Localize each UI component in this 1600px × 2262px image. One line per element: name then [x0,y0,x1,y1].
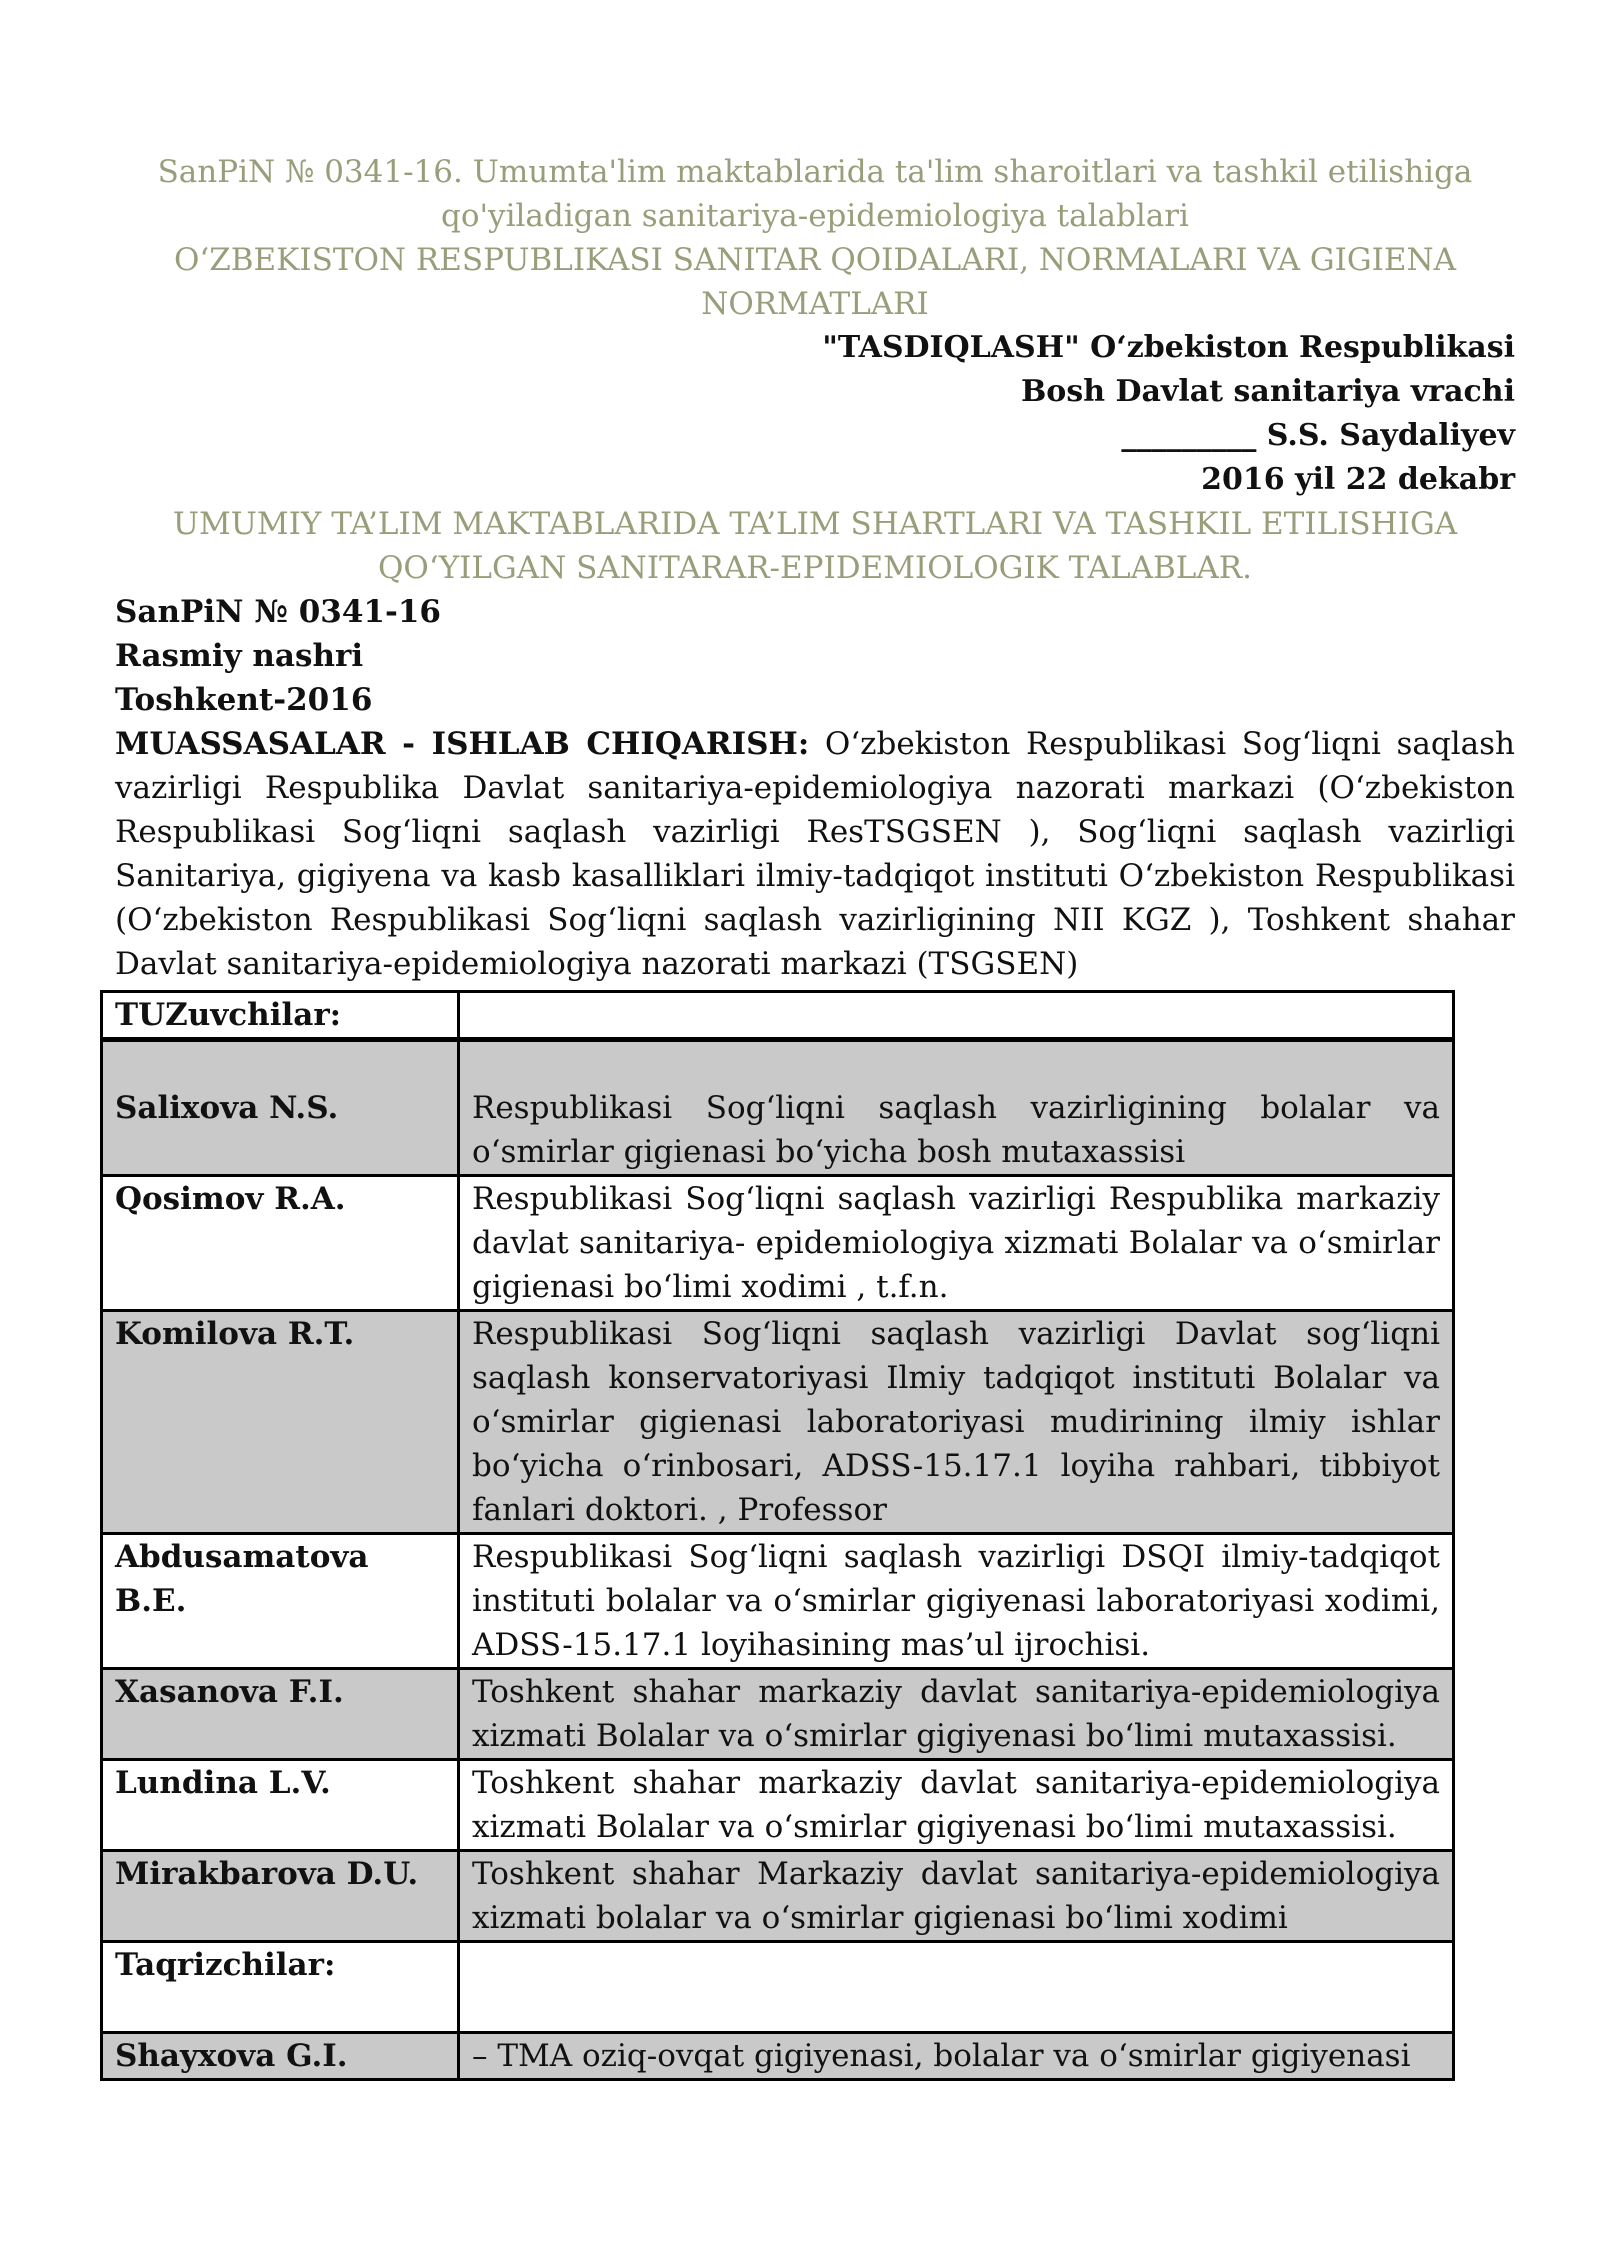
table-row [102,1851,1454,1942]
document-place-year: Toshkent-2016 [115,682,373,718]
contributor-role: Respublikasi Sog‘liqni saqlash vazirligi DSQI ilmiy-tadqiqot instituti bolalar va o‘smirlar gigiyenasi laboratoriyasi xodimi, ADSS-15.17.1 loyihasining mas’ul ijrochisi. [459,1534,1454,1669]
approval-date: 2016 yil 22 dekabr [1201,462,1515,497]
approval-signature-line: _________ S.S. Saydaliyev [1121,418,1515,453]
contributor-name: Qosimov R.A. [102,1176,459,1311]
reviewer-name: Shayxova G.I. [102,2033,459,2080]
contributor-role: Respublikasi Sog‘liqni saqlash vazirligining bolalar va o‘smirlar gigienasi bo‘yicha bosh mutaxassisi [459,1040,1454,1176]
contributor-name: Abdusamatova B.E. [102,1534,459,1669]
document-edition: Rasmiy nashri [115,638,364,674]
title-line-4: NORMATLARI [701,286,929,322]
subtitle-line-1: UMUMIY TA’LIM MAKTABLARIDA TA’LIM SHARTLARI VA TASHKIL ETILISHIGA [172,506,1458,542]
contributor-role: Toshkent shahar markaziy davlat sanitariya-epidemiologiya xizmati Bolalar va o‘smirlar gigiyenasi bo‘limi mutaxassisi. [459,1760,1454,1851]
contributor-role: Toshkent shahar Markaziy davlat sanitariya-epidemiologiya xizmati bolalar va o‘smirlar gigienasi bo‘limi xodimi [459,1851,1454,1942]
table-row [102,1311,1454,1534]
subtitle-line-2: QO‘YILGAN SANITARAR-EPIDEMIOLOGIK TALABLAR. [378,550,1252,586]
approval-block [115,326,1515,502]
contributor-name: Salixova N.S. [102,1040,459,1176]
table-row [102,1669,1454,1760]
contributor-name: Lundina L.V. [102,1760,459,1851]
reviewer-role: – TMA oziq-ovqat gigiyenasi, bolalar va o‘smirlar gigiyenasi [459,2033,1454,2080]
compilers-label: TUZuvchilar: [102,992,459,1040]
contributor-name: Mirakbarova D.U. [102,1851,459,1942]
title-line-2: qo'yiladigan sanitariya-epidemiologiya talablari [441,198,1189,234]
table-row [102,1534,1454,1669]
compilers-label-empty-cell [459,992,1454,1040]
title-line-3: O‘ZBEKISTON RESPUBLIKASI SANITAR QOIDALARI, NORMALARI VA GIGIENA [173,242,1457,278]
title-line-1: SanPiN № 0341-16. Umumta'lim maktablarida ta'lim sharoitlari va tashkil etilishiga [157,154,1473,190]
contributor-role: Respublikasi Sog‘liqni saqlash vazirligi Davlat sog‘liqni saqlash konservatoriyasi Ilmiy tadqiqot instituti Bolalar va o‘smirlar gigienasi laboratoriyasi mudirining ilmiy ishlar bo‘yicha o‘rinbosari, ADSS-15.17.1 loyiha rahbari, tibbiyot fanlari doktori. , Professor [459,1311,1454,1534]
approval-line-1: "TASDIQLASH" O‘zbekiston Respublikasi [822,330,1515,365]
contributors-table [100,990,1455,2081]
document-subtitle [115,502,1515,590]
document-page [115,150,1515,986]
table-header-row [102,992,1454,1040]
approval-line-2: Bosh Davlat sanitariya vrachi [1020,374,1515,409]
institutions-paragraph [115,722,1515,986]
table-row [102,1040,1454,1176]
table-row [102,1760,1454,1851]
table-row [102,2033,1454,2080]
contributor-name: Komilova R.T. [102,1311,459,1534]
document-title [115,150,1515,326]
institutions-text: O‘zbekiston Respublikasi Sog‘liqni saqlash vazirligi Respublika Davlat sanitariya-epidemiologiya nazorati markazi (O‘zbekiston Respublikasi Sog‘liqni saqlash vazirligi ResTSGSEN ), Sog‘liqni saqlash vazirligi Sanitariya, gigiyena va kasb kasalliklari ilmiy-tadqiqot instituti O‘zbekiston Respublikasi (O‘zbekiston Respublikasi Sog‘liqni saqlash vazirligining NII KGZ ), Toshkent shahar Davlat sanitariya-epidemiologiya nazorati markazi (TSGSEN) [115,726,1515,982]
reviewers-label: Taqrizchilar: [102,1942,459,2033]
table-row [102,1176,1454,1311]
contributor-role: Toshkent shahar markaziy davlat sanitariya-epidemiologiya xizmati Bolalar va o‘smirlar gigiyenasi bo‘limi mutaxassisi. [459,1669,1454,1760]
document-code: SanPiN № 0341-16 [115,594,441,630]
document-meta [115,590,1515,722]
contributor-role: Respublikasi Sog‘liqni saqlash vazirligi Respublika markaziy davlat sanitariya- epidemiologiya xizmati Bolalar va o‘smirlar gigienasi bo‘limi xodimi , t.f.n. [459,1176,1454,1311]
reviewers-label-empty-cell [459,1942,1454,2033]
institutions-label: MUASSASALAR - ISHLAB CHIQARISH: [115,726,810,762]
contributor-name: Xasanova F.I. [102,1669,459,1760]
reviewers-header-row [102,1942,1454,2033]
